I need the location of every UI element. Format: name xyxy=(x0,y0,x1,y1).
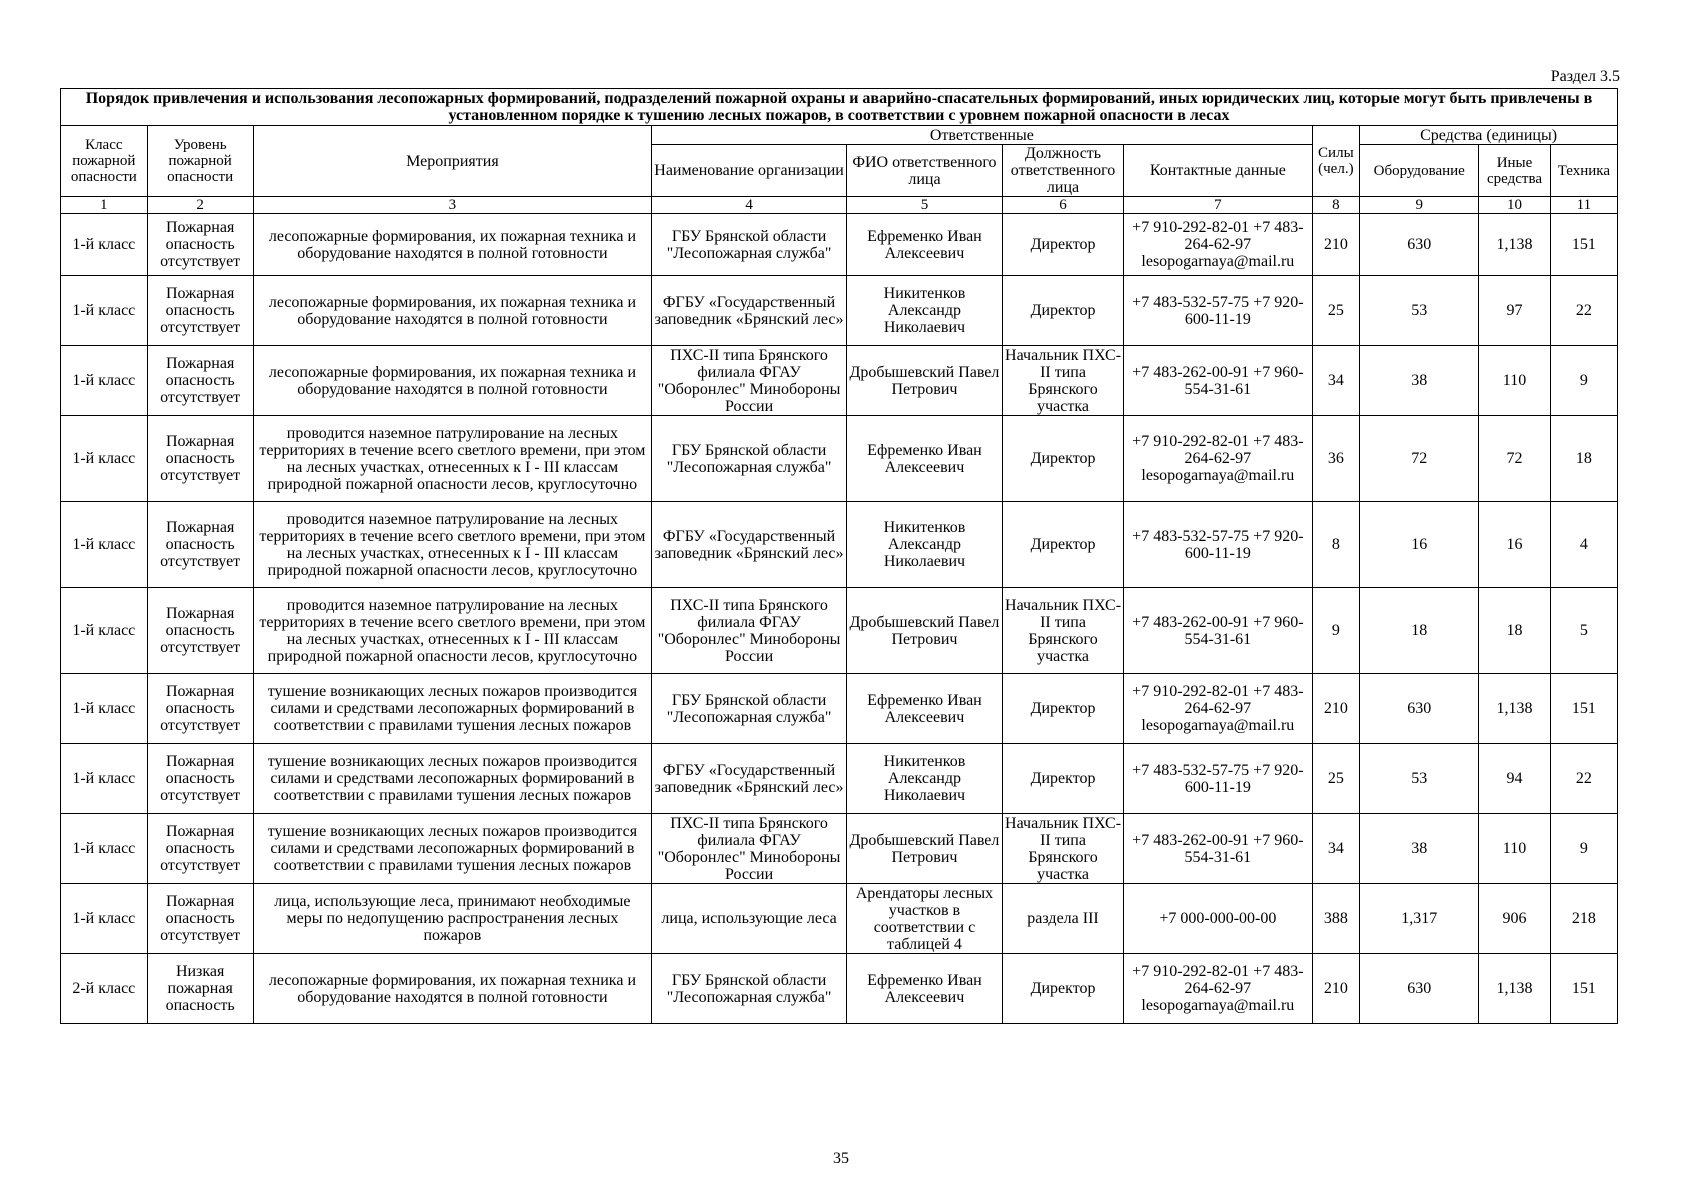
header-vehicles: Техника xyxy=(1550,145,1617,197)
cell-class: 1-й класс xyxy=(61,674,148,744)
cell-forces: 34 xyxy=(1312,814,1360,884)
cell-measure: проводится наземное патрулирование на лесных территориях в течение всего светлого времени, при этом на лесных участках, отнесенных к I - III классам природной пожарной опасности лесов, круглосуточно xyxy=(253,588,651,674)
header-fio: ФИО ответственного лица xyxy=(847,145,1003,197)
cell-position: Директор xyxy=(1002,214,1123,276)
col-number: 11 xyxy=(1550,197,1617,214)
cell-org: ФГБУ «Государственный заповедник «Брянский лес» xyxy=(652,276,847,346)
cell-equipment: 18 xyxy=(1360,588,1479,674)
col-number: 10 xyxy=(1479,197,1550,214)
table-row xyxy=(61,674,1618,744)
col-number: 6 xyxy=(1002,197,1123,214)
cell-position: Директор xyxy=(1002,744,1123,814)
cell-forces: 25 xyxy=(1312,744,1360,814)
cell-level: Пожарная опасность отсутствует xyxy=(147,214,253,276)
cell-forces: 25 xyxy=(1312,276,1360,346)
cell-equipment: 1,317 xyxy=(1360,884,1479,954)
cell-contact: +7 910-292-82-01 +7 483-264-62-97 lesopogarnaya@mail.ru xyxy=(1124,214,1312,276)
cell-level: Пожарная опасность отсутствует xyxy=(147,276,253,346)
section-label: Раздел 3.5 xyxy=(1550,68,1620,85)
cell-other: 110 xyxy=(1479,346,1550,416)
table-title: Порядок привлечения и использования лесопожарных формирований, подразделений пожарной охраны и аварийно-спасательных формирований, иных юридических лиц, которые могут быть привлечены в установленном порядке к тушению лесных пожаров, в соответствии с уровнем пожарной опасности в лесах xyxy=(61,89,1618,126)
cell-measure: проводится наземное патрулирование на лесных территориях в течение всего светлого времени, при этом на лесных участках, отнесенных к I - III классам природной пожарной опасности лесов, круглосуточно xyxy=(253,416,651,502)
table-row xyxy=(61,502,1618,588)
cell-vehicles: 9 xyxy=(1550,346,1617,416)
cell-position: Директор xyxy=(1002,502,1123,588)
cell-contact: +7 910-292-82-01 +7 483-264-62-97 lesopogarnaya@mail.ru xyxy=(1124,416,1312,502)
cell-contact: +7 910-292-82-01 +7 483-264-62-97 lesopogarnaya@mail.ru xyxy=(1124,954,1312,1024)
header-forces: Силы (чел.) xyxy=(1312,126,1360,197)
cell-class: 1-й класс xyxy=(61,276,148,346)
table-row xyxy=(61,588,1618,674)
cell-class: 1-й класс xyxy=(61,884,148,954)
cell-contact: +7 483-532-57-75 +7 920-600-11-19 xyxy=(1124,744,1312,814)
cell-measure: проводится наземное патрулирование на лесных территориях в течение всего светлого времени, при этом на лесных участках, отнесенных к I - III классам природной пожарной опасности лесов, круглосуточно xyxy=(253,502,651,588)
cell-org: ФГБУ «Государственный заповедник «Брянский лес» xyxy=(652,502,847,588)
cell-vehicles: 22 xyxy=(1550,276,1617,346)
cell-fio: Никитенков Александр Николаевич xyxy=(847,502,1003,588)
cell-contact: +7 483-532-57-75 +7 920-600-11-19 xyxy=(1124,502,1312,588)
cell-vehicles: 9 xyxy=(1550,814,1617,884)
cell-level: Пожарная опасность отсутствует xyxy=(147,588,253,674)
cell-org: ФГБУ «Государственный заповедник «Брянский лес» xyxy=(652,744,847,814)
cell-vehicles: 151 xyxy=(1550,674,1617,744)
cell-vehicles: 22 xyxy=(1550,744,1617,814)
cell-equipment: 38 xyxy=(1360,346,1479,416)
fire-response-table xyxy=(60,88,1618,1024)
cell-equipment: 630 xyxy=(1360,674,1479,744)
cell-vehicles: 5 xyxy=(1550,588,1617,674)
cell-other: 110 xyxy=(1479,814,1550,884)
col-number: 7 xyxy=(1124,197,1312,214)
cell-other: 16 xyxy=(1479,502,1550,588)
cell-class: 1-й класс xyxy=(61,502,148,588)
cell-level: Пожарная опасность отсутствует xyxy=(147,884,253,954)
cell-forces: 210 xyxy=(1312,674,1360,744)
cell-other: 1,138 xyxy=(1479,214,1550,276)
cell-fio: Ефременко Иван Алексеевич xyxy=(847,416,1003,502)
cell-contact: +7 483-532-57-75 +7 920-600-11-19 xyxy=(1124,276,1312,346)
cell-measure: тушение возникающих лесных пожаров производится силами и средствами лесопожарных формирований в соответствии с правилами тушения лесных пожаров xyxy=(253,674,651,744)
cell-position: Директор xyxy=(1002,674,1123,744)
cell-level: Низкая пожарная опасность xyxy=(147,954,253,1024)
cell-org: ПХС-II типа Брянского филиала ФГАУ "Оборонлес" Минобороны России xyxy=(652,588,847,674)
cell-org: ГБУ Брянской области "Лесопожарная служба" xyxy=(652,674,847,744)
table-row xyxy=(61,744,1618,814)
cell-equipment: 38 xyxy=(1360,814,1479,884)
cell-vehicles: 151 xyxy=(1550,954,1617,1024)
page-number: 35 xyxy=(833,1150,849,1167)
cell-other: 72 xyxy=(1479,416,1550,502)
cell-org: ПХС-II типа Брянского филиала ФГАУ "Оборонлес" Минобороны России xyxy=(652,346,847,416)
cell-level: Пожарная опасность отсутствует xyxy=(147,346,253,416)
col-number: 8 xyxy=(1312,197,1360,214)
cell-fio: Дробышевский Павел Петрович xyxy=(847,588,1003,674)
cell-other: 94 xyxy=(1479,744,1550,814)
cell-forces: 210 xyxy=(1312,954,1360,1024)
table-row xyxy=(61,416,1618,502)
table-body xyxy=(61,214,1618,1024)
table-row xyxy=(61,884,1618,954)
header-contacts: Контактные данные xyxy=(1124,145,1312,197)
cell-class: 1-й класс xyxy=(61,814,148,884)
cell-fio: Никитенков Александр Николаевич xyxy=(847,744,1003,814)
header-measures: Мероприятия xyxy=(253,126,651,197)
cell-forces: 9 xyxy=(1312,588,1360,674)
cell-org: ПХС-II типа Брянского филиала ФГАУ "Оборонлес" Минобороны России xyxy=(652,814,847,884)
cell-measure: лица, использующие леса, принимают необходимые меры по недопущению распространения лесных пожаров xyxy=(253,884,651,954)
cell-org: ГБУ Брянской области "Лесопожарная служба" xyxy=(652,954,847,1024)
cell-other: 906 xyxy=(1479,884,1550,954)
cell-fio: Ефременко Иван Алексеевич xyxy=(847,954,1003,1024)
cell-level: Пожарная опасность отсутствует xyxy=(147,502,253,588)
cell-measure: лесопожарные формирования, их пожарная техника и оборудование находятся в полной готовности xyxy=(253,276,651,346)
cell-forces: 34 xyxy=(1312,346,1360,416)
table-row xyxy=(61,814,1618,884)
header-responsible: Ответственные xyxy=(652,126,1312,145)
cell-org: ГБУ Брянской области "Лесопожарная служба" xyxy=(652,416,847,502)
header-other: Иные средства xyxy=(1479,145,1550,197)
cell-measure: тушение возникающих лесных пожаров производится силами и средствами лесопожарных формирований в соответствии с правилами тушения лесных пожаров xyxy=(253,814,651,884)
table-row xyxy=(61,346,1618,416)
cell-position: Начальник ПХС-II типа Брянского участка xyxy=(1002,346,1123,416)
cell-contact: +7 483-262-00-91 +7 960-554-31-61 xyxy=(1124,588,1312,674)
cell-class: 1-й класс xyxy=(61,346,148,416)
cell-forces: 36 xyxy=(1312,416,1360,502)
cell-measure: лесопожарные формирования, их пожарная техника и оборудование находятся в полной готовности xyxy=(253,346,651,416)
cell-fio: Ефременко Иван Алексеевич xyxy=(847,674,1003,744)
cell-fio: Дробышевский Павел Петрович xyxy=(847,346,1003,416)
cell-measure: тушение возникающих лесных пожаров производится силами и средствами лесопожарных формирований в соответствии с правилами тушения лесных пожаров xyxy=(253,744,651,814)
cell-position: Директор xyxy=(1002,416,1123,502)
cell-other: 1,138 xyxy=(1479,674,1550,744)
header-org: Наименование организации xyxy=(652,145,847,197)
col-number: 4 xyxy=(652,197,847,214)
cell-other: 97 xyxy=(1479,276,1550,346)
cell-contact: +7 000-000-00-00 xyxy=(1124,884,1312,954)
cell-position: Директор xyxy=(1002,276,1123,346)
cell-vehicles: 4 xyxy=(1550,502,1617,588)
cell-fio: Ефременко Иван Алексеевич xyxy=(847,214,1003,276)
cell-class: 2-й класс xyxy=(61,954,148,1024)
column-numbers-row xyxy=(61,197,1618,214)
cell-level: Пожарная опасность отсутствует xyxy=(147,814,253,884)
col-number: 1 xyxy=(61,197,148,214)
cell-fio: Дробышевский Павел Петрович xyxy=(847,814,1003,884)
cell-equipment: 72 xyxy=(1360,416,1479,502)
cell-fio: Никитенков Александр Николаевич xyxy=(847,276,1003,346)
cell-vehicles: 18 xyxy=(1550,416,1617,502)
cell-org: лица, использующие леса xyxy=(652,884,847,954)
cell-other: 1,138 xyxy=(1479,954,1550,1024)
table-row xyxy=(61,954,1618,1024)
cell-level: Пожарная опасность отсутствует xyxy=(147,416,253,502)
cell-forces: 8 xyxy=(1312,502,1360,588)
col-number: 3 xyxy=(253,197,651,214)
col-number: 5 xyxy=(847,197,1003,214)
cell-position: раздела III xyxy=(1002,884,1123,954)
header-means: Средства (единицы) xyxy=(1360,126,1618,145)
cell-position: Начальник ПХС-II типа Брянского участка xyxy=(1002,814,1123,884)
header-level: Уровень пожарной опасности xyxy=(147,126,253,197)
cell-equipment: 53 xyxy=(1360,744,1479,814)
cell-forces: 388 xyxy=(1312,884,1360,954)
header-class: Класс пожарной опасности xyxy=(61,126,148,197)
cell-org: ГБУ Брянской области "Лесопожарная служба" xyxy=(652,214,847,276)
col-number: 2 xyxy=(147,197,253,214)
cell-equipment: 630 xyxy=(1360,954,1479,1024)
cell-class: 1-й класс xyxy=(61,744,148,814)
header-equipment: Оборудование xyxy=(1360,145,1479,197)
cell-forces: 210 xyxy=(1312,214,1360,276)
cell-level: Пожарная опасность отсутствует xyxy=(147,744,253,814)
cell-position: Директор xyxy=(1002,954,1123,1024)
col-number: 9 xyxy=(1360,197,1479,214)
cell-contact: +7 483-262-00-91 +7 960-554-31-61 xyxy=(1124,814,1312,884)
cell-class: 1-й класс xyxy=(61,214,148,276)
cell-position: Начальник ПХС-II типа Брянского участка xyxy=(1002,588,1123,674)
cell-class: 1-й класс xyxy=(61,588,148,674)
cell-contact: +7 483-262-00-91 +7 960-554-31-61 xyxy=(1124,346,1312,416)
cell-equipment: 16 xyxy=(1360,502,1479,588)
cell-equipment: 53 xyxy=(1360,276,1479,346)
cell-other: 18 xyxy=(1479,588,1550,674)
cell-measure: лесопожарные формирования, их пожарная техника и оборудование находятся в полной готовности xyxy=(253,214,651,276)
cell-vehicles: 218 xyxy=(1550,884,1617,954)
table-row xyxy=(61,276,1618,346)
cell-equipment: 630 xyxy=(1360,214,1479,276)
cell-level: Пожарная опасность отсутствует xyxy=(147,674,253,744)
table-row xyxy=(61,214,1618,276)
cell-vehicles: 151 xyxy=(1550,214,1617,276)
header-position: Должность ответственного лица xyxy=(1002,145,1123,197)
cell-measure: лесопожарные формирования, их пожарная техника и оборудование находятся в полной готовности xyxy=(253,954,651,1024)
cell-class: 1-й класс xyxy=(61,416,148,502)
cell-fio: Арендаторы лесных участков в соответствии с таблицей 4 xyxy=(847,884,1003,954)
cell-contact: +7 910-292-82-01 +7 483-264-62-97 lesopogarnaya@mail.ru xyxy=(1124,674,1312,744)
